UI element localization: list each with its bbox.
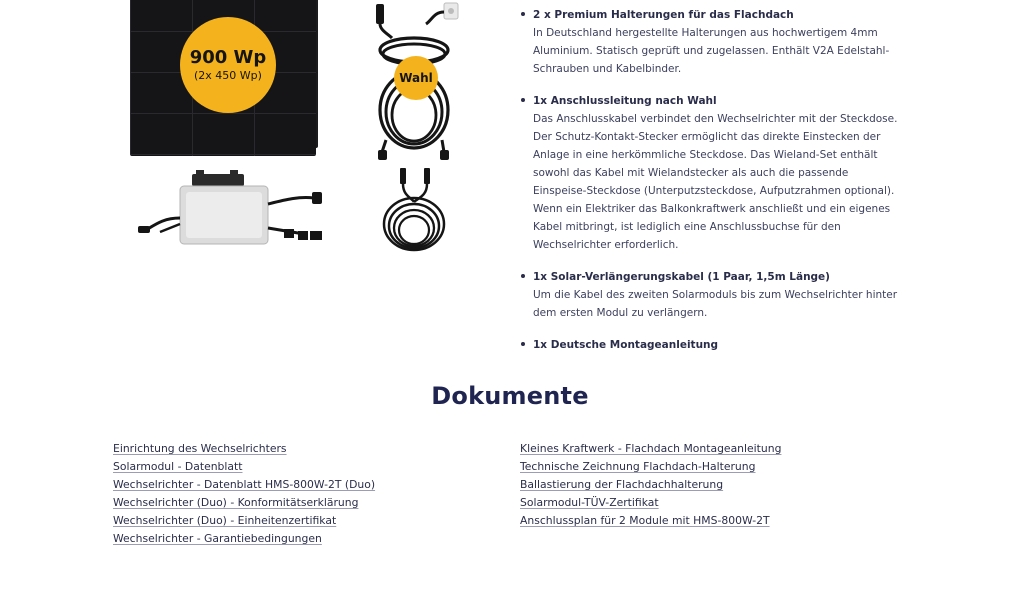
spec-item (520, 268, 904, 322)
spec-item (520, 92, 904, 254)
inverter-image (134, 168, 334, 252)
spec-line: dem ersten Modul zu verlängern. (533, 307, 708, 319)
spec-line: Um die Kabel des zweiten Solarmoduls bis zum Wechselrichter hinter (533, 289, 898, 301)
included-items-list (520, 6, 904, 368)
spec-line: Anlage in eine herkömmliche Steckdose. Das Wieland-Set enthält (533, 149, 878, 161)
extension-cable-image (372, 166, 456, 256)
document-link-inverter-datasheet[interactable]: Wechselrichter - Datenblatt HMS-800W-2T (Duo) (113, 478, 376, 491)
spec-title: 1x Deutsche Montageanleitung (533, 339, 719, 351)
document-link-technical-drawing[interactable]: Technische Zeichnung Flachdach-Halterung (520, 460, 756, 473)
spec-line: Wechselrichter erforderlich. (533, 239, 679, 251)
document-link-ballast[interactable]: Ballastierung der Flachdachhalterung (520, 478, 724, 491)
spec-line: Schrauben und Kabelbinder. (533, 63, 682, 75)
power-badge (180, 17, 276, 113)
documents-heading: Dokumente (431, 382, 589, 410)
spec-item (520, 6, 904, 78)
product-image-collage (0, 0, 480, 260)
spec-title: 2 x Premium Halterungen für das Flachdach (533, 9, 794, 21)
document-link-declaration-of-conformity[interactable]: Wechselrichter (Duo) - Konformitätserklärung (113, 496, 359, 509)
cable-choice-badge: Wahl (394, 56, 438, 100)
spec-line: Der Schutz-Kontakt-Stecker ermöglicht das direkte Einstecken der (533, 131, 881, 143)
power-badge-main: 900 Wp (189, 46, 267, 68)
power-badge-sub: (2x 450 Wp) (194, 68, 262, 82)
documents-list-right (520, 440, 781, 530)
spec-line: Einspeise-Steckdose (Unterputzsteckdose, Aufputzrahmen optional). (533, 185, 895, 197)
document-link-inverter-setup[interactable]: Einrichtung des Wechselrichters (113, 442, 287, 455)
spec-title: 1x Solar-Verlängerungskabel (1 Paar, 1,5m Länge) (533, 271, 830, 283)
spec-line: Das Anschlusskabel verbindet den Wechselrichter mit der Steckdose. (533, 113, 898, 125)
spec-line: Wenn ein Elektriker das Balkonkraftwerk anschließt und ein eigenes (533, 203, 891, 215)
document-link-tuv-certificate[interactable]: Solarmodul-TÜV-Zertifikat (520, 496, 659, 509)
document-link-module-datasheet[interactable]: Solarmodul - Datenblatt (113, 460, 243, 473)
documents-list-left (113, 440, 375, 548)
spec-line: Kabel mitbringt, ist lediglich eine Anschlussbuchse für den (533, 221, 841, 233)
document-link-wiring-plan[interactable]: Anschlussplan für 2 Module mit HMS-800W-2T (520, 514, 770, 527)
document-link-mounting-guide[interactable]: Kleines Kraftwerk - Flachdach Montageanleitung (520, 442, 782, 455)
spec-line: sowohl das Kabel mit Wielandstecker als auch die passende (533, 167, 849, 179)
spec-line: In Deutschland hergestellte Halterungen aus hochwertigem 4mm (533, 27, 878, 39)
document-link-warranty-terms[interactable]: Wechselrichter - Garantiebedingungen (113, 532, 322, 545)
spec-title: 1x Anschlussleitung nach Wahl (533, 95, 717, 107)
spec-item (520, 336, 904, 354)
document-link-unit-certificate[interactable]: Wechselrichter (Duo) - Einheitenzertifikat (113, 514, 337, 527)
spec-line: Aluminium. Statisch geprüft und zugelassen. Enthält V2A Edelstahl- (533, 45, 890, 57)
